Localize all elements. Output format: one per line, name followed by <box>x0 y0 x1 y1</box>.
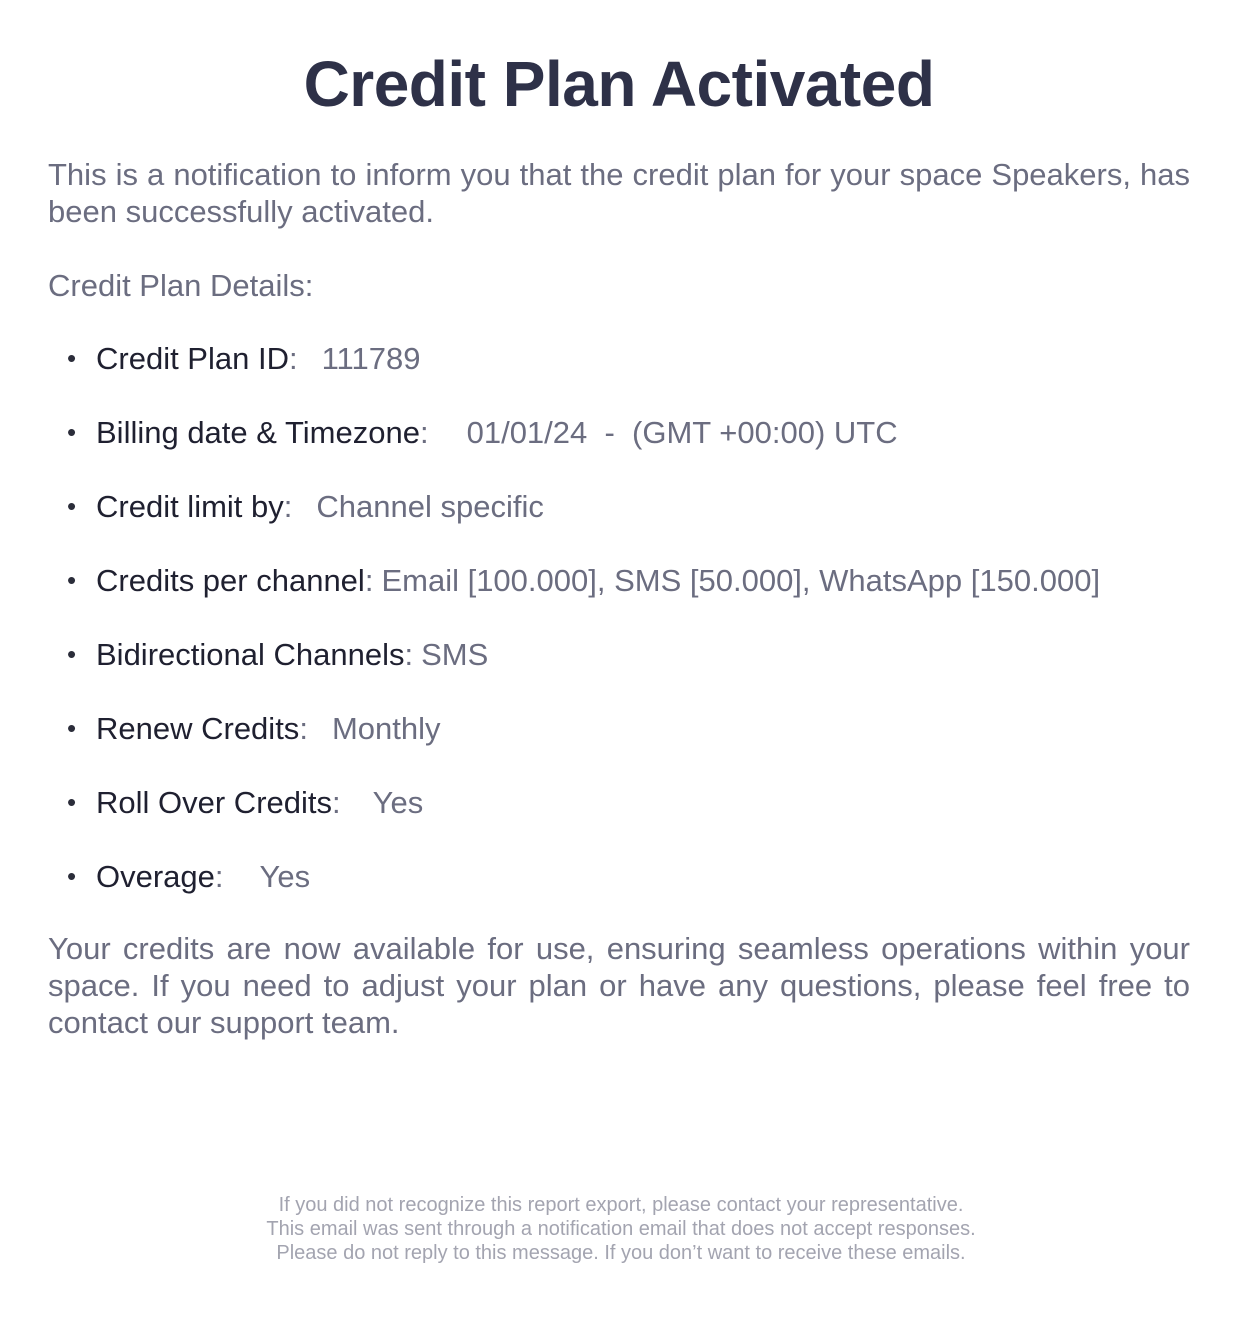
detail-renew-credits: • Renew Credits: Monthly <box>67 711 441 746</box>
detail-key: Credit Plan ID <box>96 341 289 376</box>
detail-key: Roll Over Credits <box>96 785 332 820</box>
detail-billing-date: • Billing date & Timezone: 01/01/24 - (GMT +00:00) UTC <box>67 415 898 450</box>
detail-credit-limit: • Credit limit by: Channel specific <box>67 489 544 524</box>
detail-key: Bidirectional Channels <box>96 637 405 672</box>
detail-value: Channel specific <box>316 489 544 524</box>
bullet-icon: • <box>67 861 77 891</box>
detail-roll-over-credits: • Roll Over Credits: Yes <box>67 785 424 820</box>
detail-key: Overage <box>96 859 215 894</box>
detail-key: Renew Credits <box>96 711 300 746</box>
intro-paragraph: This is a notification to inform you that the credit plan for your space Speakers, has been successfully activated. <box>48 157 1190 229</box>
detail-overage: • Overage: Yes <box>67 859 311 894</box>
bullet-icon: • <box>67 565 77 595</box>
footer-line: This email was sent through a notification email that does not accept responses. <box>266 1218 976 1240</box>
detail-value: Monthly <box>331 711 441 746</box>
page-title: Credit Plan Activated <box>303 48 935 120</box>
detail-key: Billing date & Timezone <box>96 415 420 450</box>
bullet-icon: • <box>67 491 77 521</box>
details-heading: Credit Plan Details: <box>48 268 314 303</box>
details-list <box>48 340 1190 932</box>
detail-key: Credit limit by <box>96 489 284 524</box>
footer-line: If you did not recognize this report export, please contact your representative. <box>278 1194 964 1216</box>
footer <box>0 1193 1242 1265</box>
detail-value: Yes <box>372 785 424 820</box>
closing-paragraph: Your credits are now available for use, ensuring seamless operations within your space. If you need to adjust your plan or have any questions, please feel free to contact our support team. <box>48 931 1190 1040</box>
bullet-icon: • <box>67 639 77 669</box>
bullet-icon: • <box>67 713 77 743</box>
detail-credits-per-channel: • Credits per channel: Email [100.000], SMS [50.000], WhatsApp [150.000] <box>67 563 1101 598</box>
detail-value: 01/01/24 - (GMT +00:00) UTC <box>466 415 898 450</box>
detail-value: SMS <box>421 637 489 672</box>
bullet-icon: • <box>67 787 77 817</box>
bullet-icon: • <box>67 343 77 373</box>
detail-credit-plan-id: • Credit Plan ID: 111789 <box>67 341 421 376</box>
footer-line: Please do not reply to this message. If you don’t want to receive these emails. <box>276 1242 966 1264</box>
detail-bidirectional-channels: • Bidirectional Channels: SMS <box>67 637 489 672</box>
detail-value: 111789 <box>321 341 421 376</box>
detail-value: Email [100.000], SMS [50.000], WhatsApp [150.000] <box>381 563 1101 598</box>
detail-value: Yes <box>259 859 311 894</box>
bullet-icon: • <box>67 417 77 447</box>
detail-key: Credits per channel <box>96 563 365 598</box>
